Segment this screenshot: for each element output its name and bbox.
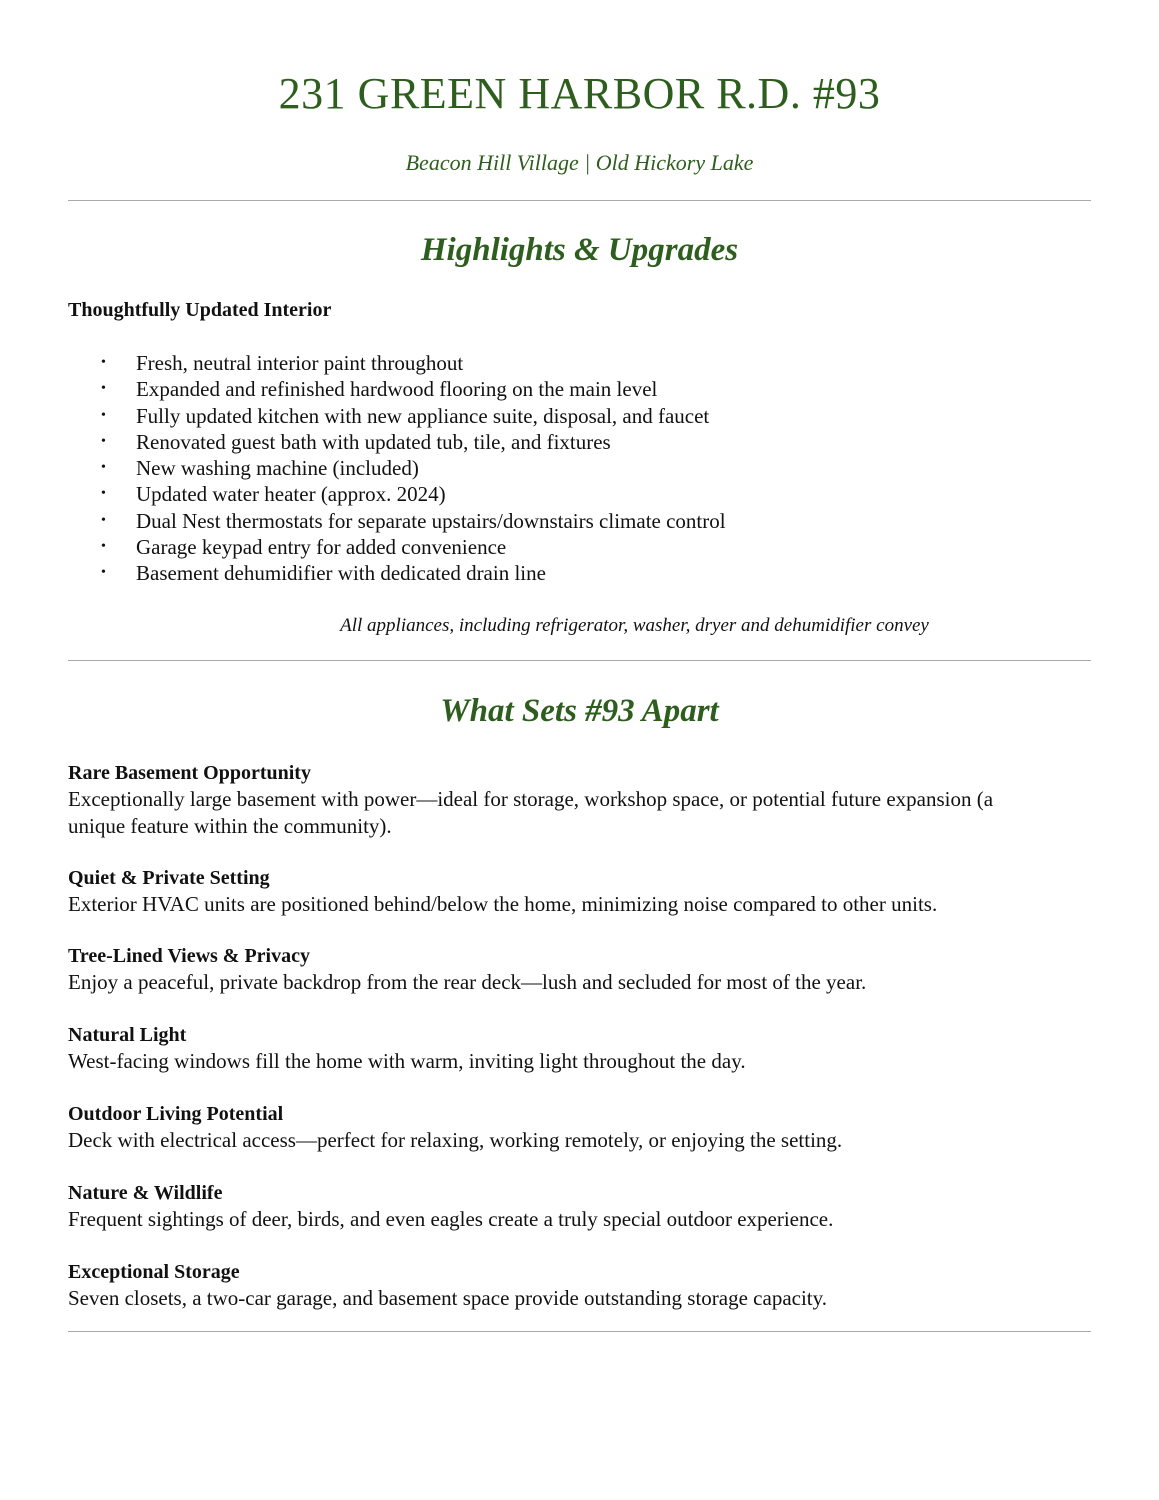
bullet-icon: • <box>101 407 106 423</box>
feature-title: Exceptional Storage <box>68 1261 240 1283</box>
property-title: 231 GREEN HARBOR R.D. #93 <box>278 69 881 118</box>
feature-body: Seven closets, a two-car garage, and basement space provide outstanding storage capacity. <box>68 1286 828 1310</box>
feature-block <box>68 1180 1091 1233</box>
bullet-icon: • <box>101 355 106 370</box>
bullet-icon: • <box>101 539 106 555</box>
feature-body: Exterior HVAC units are positioned behind/below the home, minimizing noise compared to other units. <box>68 892 938 916</box>
list-item: • Expanded and refinished hardwood flooring on the main level <box>101 377 658 402</box>
feature-body: Exceptionally large basement with power—ideal for storage, workshop space, or potential future expansion (a unique feature within the community). <box>68 787 994 838</box>
feature-title: Rare Basement Opportunity <box>68 762 311 784</box>
feature-block <box>68 943 1091 996</box>
bullet-icon: • <box>101 486 106 502</box>
feature-title: Quiet & Private Setting <box>68 867 270 889</box>
feature-block <box>68 1259 1091 1312</box>
list-item: • New washing machine (included) <box>101 456 419 481</box>
appliances-note: All appliances, including refrigerator, washer, dryer and dehumidifier convey <box>340 615 929 636</box>
apart-heading: What Sets #93 Apart <box>440 693 719 729</box>
bullet-icon: • <box>101 433 106 449</box>
list-item: • Fully updated kitchen with new appliance suite, disposal, and faucet <box>101 403 710 428</box>
feature-block <box>68 1101 1091 1154</box>
feature-body: Frequent sightings of deer, birds, and even eagles create a truly special outdoor experience. <box>68 1207 834 1231</box>
highlights-list <box>68 350 726 587</box>
list-item: • Renovated guest bath with updated tub, tile, and fixtures <box>101 429 611 454</box>
bullet-icon: • <box>101 565 106 581</box>
highlights-subheading: Thoughtfully Updated Interior <box>68 299 332 321</box>
list-item: • Dual Nest thermostats for separate upstairs/downstairs climate control <box>101 508 726 533</box>
list-item: • Fresh, neutral interior paint throughout <box>101 351 464 375</box>
divider <box>68 1331 1091 1332</box>
bullet-icon: • <box>101 512 106 528</box>
feature-title: Nature & Wildlife <box>68 1182 223 1204</box>
feature-block <box>68 1022 1091 1075</box>
feature-block <box>68 865 1091 918</box>
list-item: • Garage keypad entry for added convenience <box>101 535 507 560</box>
highlights-heading: Highlights & Upgrades <box>420 232 739 268</box>
list-item: • Basement dehumidifier with dedicated drain line <box>101 561 546 586</box>
bullet-icon: • <box>101 381 106 397</box>
divider <box>68 660 1091 661</box>
feature-title: Natural Light <box>68 1024 187 1046</box>
property-subtitle: Beacon Hill Village | Old Hickory Lake <box>405 150 754 175</box>
feature-title: Tree-Lined Views & Privacy <box>68 945 310 967</box>
bullet-icon: • <box>101 460 106 476</box>
feature-body: West-facing windows fill the home with warm, inviting light throughout the day. <box>68 1049 746 1073</box>
feature-title: Outdoor Living Potential <box>68 1103 284 1125</box>
feature-block <box>68 760 1091 840</box>
feature-body: Deck with electrical access—perfect for relaxing, working remotely, or enjoying the setting. <box>68 1128 843 1152</box>
list-item: • Updated water heater (approx. 2024) <box>101 482 446 507</box>
feature-body: Enjoy a peaceful, private backdrop from the rear deck—lush and secluded for most of the year. <box>68 970 867 994</box>
divider <box>68 200 1091 201</box>
